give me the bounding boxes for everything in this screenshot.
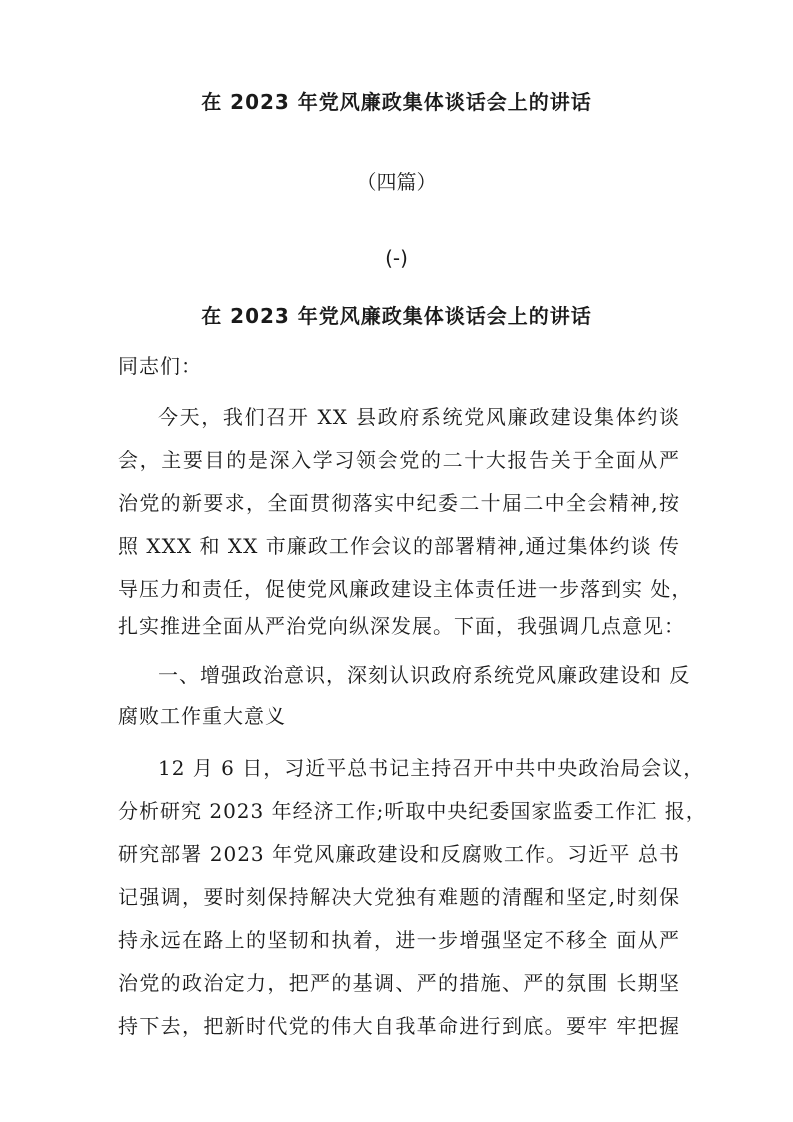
paragraph-line: 照 XXX 和 XX 市廉政工作会议的部署精神,通过集体约谈 传	[118, 534, 680, 558]
paragraph-line: 持下去，把新时代党的伟大自我革命进行到底。要牢 牢把握	[118, 1014, 680, 1038]
section-heading-line: 腐败工作重大意义	[118, 704, 286, 728]
paragraph-line: 12 月 6 日，习近平总书记主持召开中共中央政治局会议，	[158, 756, 705, 780]
paragraph-line: 治党的新要求，全面贯彻落实中纪委二十届二中全会精神,按	[118, 491, 680, 515]
paragraph-line: 治党的政治定力，把严的基调、严的措施、严的氛围 长期坚	[118, 971, 680, 995]
salutation: 同志们：	[118, 354, 202, 378]
paragraph-line: 研究部署 2023 年党风廉政建设和反腐败工作。习近平 总书	[118, 842, 680, 866]
paragraph-line: 会，主要目的是深入学习领会党的二十大报告关于全面从严	[118, 448, 680, 472]
paragraph-line: 导压力和责任，促使党风廉政建设主体责任进一步落到实 处，	[118, 577, 693, 601]
subtitle: （四篇）	[356, 170, 437, 194]
section-number: (-)	[385, 246, 408, 270]
section-heading-line: 一、增强政治意识，深刻认识政府系统党风廉政建设和 反	[158, 663, 691, 687]
paragraph-line: 今天，我们召开 XX 县政府系统党风廉政建设集体约谈	[158, 405, 680, 429]
section-title: 在 2023 年党风廉政集体谈话会上的讲话	[201, 304, 592, 328]
paragraph-line: 持永远在路上的坚韧和执着，进一步增强坚定不移全 面从严	[118, 928, 680, 952]
paragraph-line: 记强调，要时刻保持解决大党独有难题的清醒和坚定,时刻保	[118, 885, 680, 909]
main-title: 在 2023 年党风廉政集体谈话会上的讲话	[201, 90, 592, 114]
paragraph-line: 扎实推进全面从严治党向纵深发展。下面，我强调几点意见：	[118, 614, 685, 638]
paragraph-line: 分析研究 2023 年经济工作;听取中央纪委国家监委工作汇 报，	[118, 799, 707, 823]
